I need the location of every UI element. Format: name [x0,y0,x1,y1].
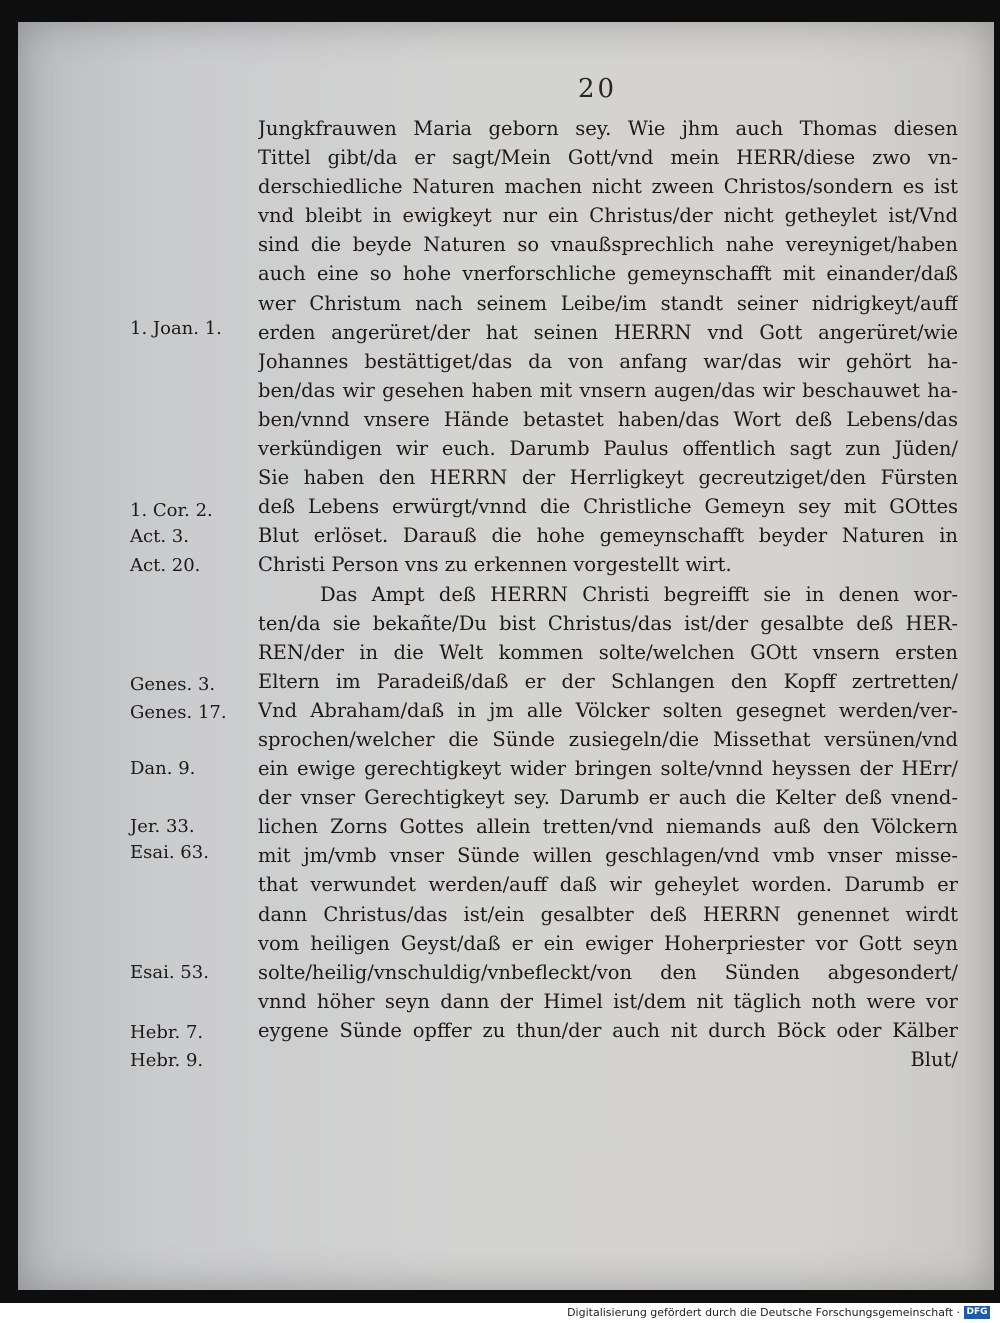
text-line: der vnser Gerechtigkeyt sey. Darumb er auch die Kelter deß vnend- [258,786,958,810]
text-line: dann Christus/das ist/ein gesalbter deß HERRN genennet wirdt [258,902,958,926]
text-line: mit jm/vmb vnser Sünde willen geschlagen/vnd vmb vnser misse- [258,844,958,868]
text-line: Jungkfrauwen Maria geborn sey. Wie jhm auch Thomas diesen [258,117,958,140]
text-line: Blut erlöset. Darauß die hohe gemeynschafft beyder Naturen in [258,524,958,548]
marginal-note: Esai. 63. [130,842,209,863]
marginal-note: Jer. 33. [130,816,195,837]
text-line: deß Lebens erwürgt/vnnd die Christliche Gemeyn sey mit GOttes [258,495,958,519]
text-line: Sie haben den HERRN der Herrligkeyt gecreutziget/den Fürsten [258,466,958,490]
marginal-note: 1. Cor. 2. [130,500,213,521]
funding-credit: Digitalisierung gefördert durch die Deutsche Forschungsgemeinschaft · [567,1306,960,1319]
marginal-note: Esai. 53. [130,962,209,983]
footer [0,1303,1000,1323]
text-line: wer Christum nach seinem Leibe/im standt seiner nidrigkeyt/auff [258,291,958,315]
text-line: auch eine so hohe vnerforschliche gemeynschafft mit einander/daß [258,262,958,286]
text-line: vnd bleibt in ewigkeyt nur ein Christus/der nicht getheylet ist/Vnd [258,204,958,228]
marginal-note: Hebr. 7. [130,1022,204,1043]
dfg-logo: DFG [964,1306,990,1319]
text-line: Das Ampt deß HERRN Christi begreifft sie in denen wor- [320,582,958,606]
text-line: Vnd Abraham/daß in jm alle Völcker solten gesegnet werden/ver- [258,698,958,722]
text-line: verkündigen wir euch. Darumb Paulus offentlich sagt zun Jüden/ [258,437,958,461]
text-line: ben/vnnd vnsere Hände betastet haben/das Wort deß Lebens/das [258,407,958,431]
text-line: that verwundet werden/auff daß wir geheylet worden. Darumb er [258,873,958,897]
text-line: solte/heilig/vnschuldig/vnbefleckt/von den Sünden abgesondert/ [258,960,958,984]
text-line: Johannes bestättiget/das da von anfang war/das wir gehört ha- [258,349,958,373]
marginal-note: 1. Joan. 1. [130,318,222,339]
page-number: 20 [578,74,618,104]
marginal-note: Hebr. 9. [130,1050,204,1071]
text-line: vom heiligen Geyst/daß er ein ewiger Hoherpriester vor Gott seyn [258,931,958,955]
text-line: vnnd höher seyn dann der Himel ist/dem nit täglich noth were vor [258,989,958,1013]
text-line: erden angerüret/der hat seinen HERRN vnd Gott angerüret/wie [258,320,958,344]
text-line: sprochen/welcher die Sünde zusiegeln/die Missethat versünen/vnd [258,727,958,751]
text-line: lichen Zorns Gottes allein tretten/vnd niemands auß den Völckern [258,815,958,839]
book-page [18,22,994,1290]
main-text-block [258,114,958,1074]
marginal-note: Genes. 17. [130,702,227,723]
text-line: Eltern im Paradeiß/daß er der Schlangen den Kopff zertretten/ [258,669,958,693]
text-line: eygene Sünde opffer zu thun/der auch nit durch Böck oder Kälber [258,1018,958,1042]
text-line: derschiedliche Naturen machen nicht zween Christos/sondern es ist [258,175,958,199]
marginal-note: Genes. 3. [130,674,216,695]
text-line: ten/da sie bekañte/Du bist Christus/das ist/der gesalbte deß HER- [258,611,958,635]
catchword: Blut/ [910,1048,958,1071]
marginal-note: Dan. 9. [130,758,196,779]
text-line: sind die beyde Naturen so vnaußsprechlich nahe vereyniget/haben [258,233,958,257]
marginal-note: Act. 20. [130,555,201,576]
text-line: Christi Person vns zu erkennen vorgestellt wirt. [258,553,732,577]
marginal-note: Act. 3. [130,526,189,547]
text-line: ben/das wir gesehen haben mit vnsern augen/das wir beschauwet ha- [258,378,958,402]
text-line: REN/der in die Welt kommen solte/welchen GOtt vnsern ersten [258,640,958,664]
text-line: ein ewige gerechtigkeyt wider bringen solte/vnnd heyssen der HErr/ [258,757,958,781]
text-line: Tittel gibt/da er sagt/Mein Gott/vnd mein HERR/diese zwo vn- [258,146,958,170]
